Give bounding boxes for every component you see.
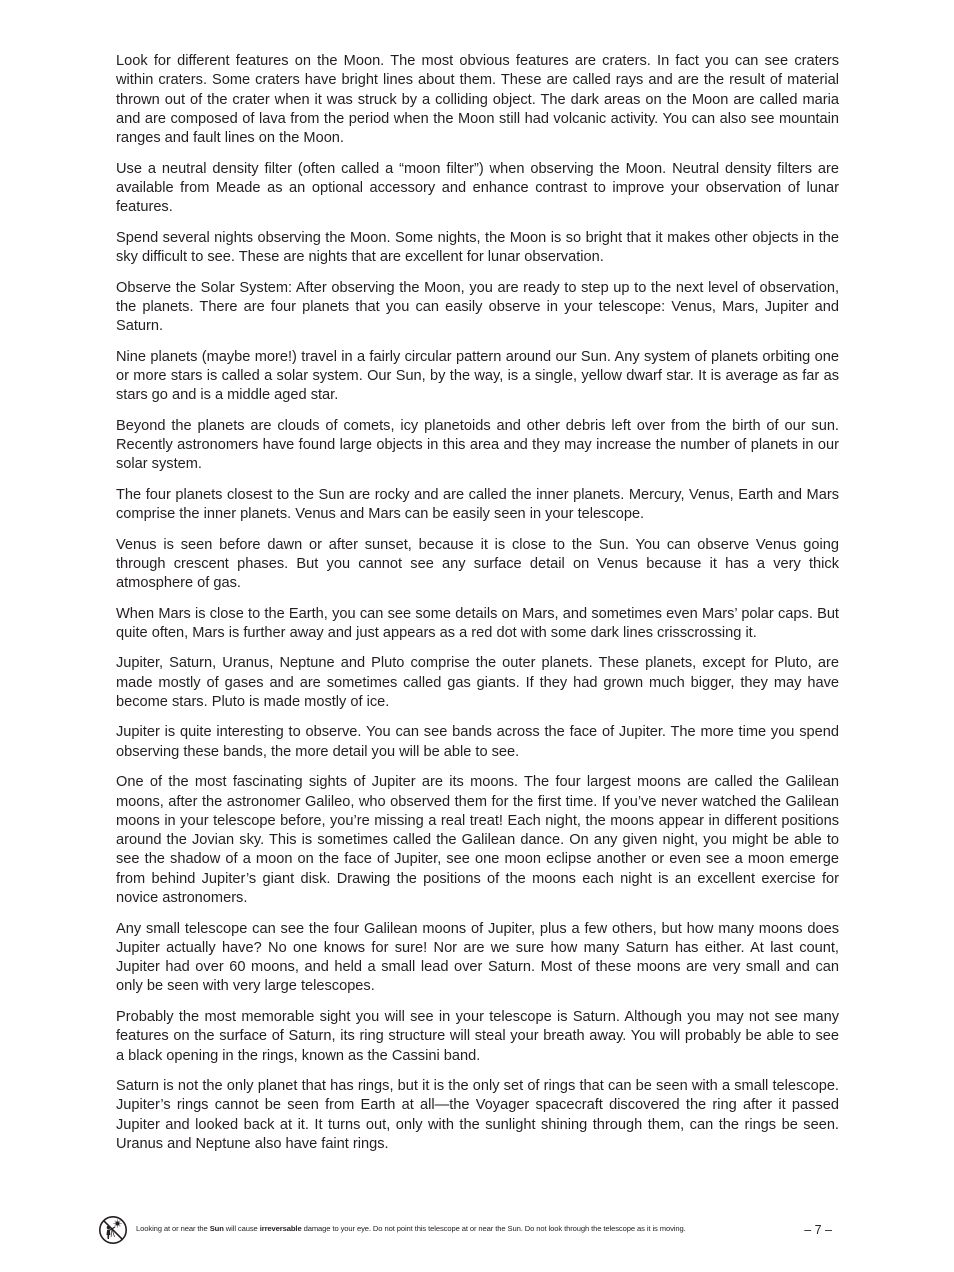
paragraph-beyond-planets: Beyond the planets are clouds of comets, icy planetoids and other debris left over from the birth of our sun. Recently astronomers have found large objects in this area and they may increase the number of planets in our solar system. (116, 417, 839, 473)
paragraph-mars: When Mars is close to the Earth, you can see some details on Mars, and sometimes even Mars’ polar caps. But quite often, Mars is further away and just appears as a red dot with some dark lines crisscrossing it. (116, 605, 839, 641)
paragraph-galilean-moons: One of the most fascinating sights of Jupiter are its moons. The four largest moons are called the Galilean moons, after the astronomer Galileo, who observed them for the first time. If you’ve never watched the Galilean moons in your telescope before, you’re missing a real treat! Each night, the moons appear in different positions around the Jovian sky. This is sometimes called the Galilean dance. On any given night, you might be able to see the shadow of a moon on the face of Jupiter, see one moon eclipse another or even see a moon emerge from behind Jupiter’s giant disk. Drawing the positions of the moons each night is an excellent exercise for novice astronomers. (116, 774, 839, 907)
eye-damage-warning: Looking at or near the Sun will cause irreversable damage to your eye. Do not point this telescope at or near the Sun. Do not look through the telescope as it is moving. (136, 1224, 686, 1233)
paragraph-moon-count: Any small telescope can see the four Galilean moons of Jupiter, plus a few others, but how many moons does Jupiter actually have? No one knows for sure! Nor are we sure how many Saturn has either. At last count, Jupiter had over 60 moons, and held a small lead over Saturn. Most of these moons are very small and can only be seen with very large telescopes. (116, 920, 839, 995)
warning-sun-word: Sun (209, 1224, 224, 1233)
warning-irreversible-word: irreversable (259, 1224, 302, 1233)
page-body (116, 52, 839, 1165)
paragraph-jupiter-bands: Jupiter is quite interesting to observe. You can see bands across the face of Jupiter. The more time you spend observing these bands, the more detail you will be able to see. (116, 724, 839, 760)
paragraph-outer-planets: Jupiter, Saturn, Uranus, Neptune and Pluto comprise the outer planets. These planets, except for Pluto, are made mostly of gases and are sometimes called gas giants. If they had grown much bigger, they may have become stars. Pluto is made mostly of ice. (116, 655, 839, 710)
paragraph-inner-planets: The four planets closest to the Sun are rocky and are called the inner planets. Mercury, Venus, Earth and Mars comprise the inner planets. Venus and Mars can be easily seen in your telescope. (116, 486, 839, 523)
page-footer (98, 1215, 838, 1247)
paragraph-saturn: Probably the most memorable sight you will see in your telescope is Saturn. Although you may not see many features on the surface of Saturn, its ring structure will steal your breath away. You will probably be able to see a black opening in the rings, known as the Cassini band. (116, 1008, 839, 1064)
paragraph-observe-solar-system: Observe the Solar System: After observing the Moon, you are ready to step up to the next level of observation, the planets. There are four planets that you can easily observe in your telescope: Venus, Mars, Jupiter and Saturn. (116, 279, 839, 335)
no-sun-viewing-icon (98, 1215, 128, 1245)
page-number: – 7 – (804, 1223, 832, 1237)
paragraph-nine-planets: Nine planets (maybe more!) travel in a fairly circular pattern around our Sun. Any system of planets orbiting one or more stars is called a solar system. Our Sun, by the way, is a single, yellow dwarf star. It is average as far as stars go and is a middle aged star. (116, 348, 839, 404)
paragraph-rings: Saturn is not the only planet that has rings, but it is the only set of rings that can be seen with a small telescope. Jupiter’s rings cannot be seen from Earth at all—the Voyager spacecraft discovered the ring after it passed Jupiter and looked back at it. It turns out, only with the sunlight shining through them, can the rings be seen. Uranus and Neptune also have faint rings. (116, 1077, 839, 1152)
paragraph-venus: Venus is seen before dawn or after sunset, because it is close to the Sun. You can observe Venus going through crescent phases. But you cannot see any surface detail on Venus because it has a very thick atmosphere of gas. (116, 536, 839, 592)
paragraph-moon-nights: Spend several nights observing the Moon. Some nights, the Moon is so bright that it makes other objects in the sky difficult to see. These are nights that are excellent for lunar observation. (116, 229, 839, 266)
paragraph-moon-features: Look for different features on the Moon. The most obvious features are craters. In fact you can see craters within craters. Some craters have bright lines about them. These are called rays and are the result of material thrown out of the crater when it was struck by a colliding object. The dark areas on the Moon are called maria and are composed of lava from the period when the Moon still had volcanic activity. You can also see mountain ranges and fault lines on the Moon. (116, 53, 839, 147)
paragraph-moon-filter: Use a neutral density filter (often called a “moon filter”) when observing the Moon. Neutral density filters are available from Meade as an optional accessory and enhance contrast to improve your observation of lunar features. (116, 160, 839, 216)
